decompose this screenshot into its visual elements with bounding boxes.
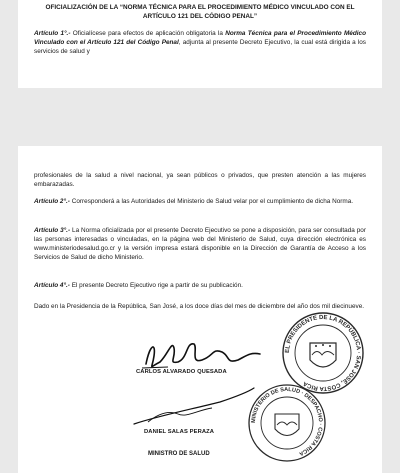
signature-minister bbox=[128, 384, 258, 430]
article-3-label: Artículo 3°.- bbox=[34, 227, 71, 234]
article-1-label: Artículo 1°.- bbox=[34, 30, 71, 37]
seal-2-text: MINISTERIO DE SALUD · DESPACHO · COSTA RICA bbox=[250, 386, 324, 457]
article-1-text-a: Oficialícese para efectos de aplicación obligatoria la bbox=[70, 30, 226, 37]
document-page-1 bbox=[18, 0, 382, 88]
article-4-text: El presente Decreto Ejecutivo rige a partir de su publicación. bbox=[69, 282, 243, 289]
article-1-norma: Norma Técnica para el Procedimiento Médico Vinculado con el Artículo 121 del Código Penal bbox=[34, 30, 366, 46]
article-1 bbox=[34, 30, 366, 57]
signer-minister-name: DANIEL SALAS PERAZA bbox=[144, 429, 215, 435]
signer-minister-title: MINISTRO DE SALUD bbox=[148, 451, 210, 457]
svg-text:EL PRESIDENTE DE LA REPÚBLICA bbox=[285, 315, 361, 391]
signature-president bbox=[138, 334, 268, 374]
article-2-text: Corresponderá a las Autoridades del Ministerio de Salud velar por el cumplimiento de dicha Norma. bbox=[69, 198, 354, 205]
article-2 bbox=[34, 198, 366, 207]
article-4 bbox=[34, 282, 366, 291]
article-3-text: La Norma oficializada por el presente Decreto Ejecutivo se pone a disposición, para ser consultada por las personas interesadas o vinculadas, en la página web del Ministerio de Salud, cuya dirección electrónica es www.ministeriodesalud.go.cr y la versión impresa estará disponible en la Dirección de Garantía de Acceso a los Servicios de Salud de dicho Ministerio. bbox=[34, 227, 366, 261]
continuation-paragraph: profesionales de la salud a nivel nacional, ya sean públicos o privados, que presten atención a las mujeres embarazadas. bbox=[34, 172, 366, 188]
ministry-seal bbox=[246, 382, 328, 464]
decree-title: OFICIALIZACIÓN DE LA “NORMA TÉCNICA PARA EL PROCEDIMIENTO MÉDICO VINCULADO CON EL ARTÍCULO 121 DEL CÓDIGO PENAL” bbox=[45, 4, 355, 20]
article-4-label: Artículo 4°.- bbox=[34, 282, 70, 289]
document-page-2 bbox=[18, 146, 382, 473]
article-1-text-b: , adjunta al presente Decreto Ejecutivo, la cual está dirigida a los servicios de salud y bbox=[34, 38, 366, 55]
article-2-label: Artículo 2°.- bbox=[34, 198, 70, 205]
article-3 bbox=[34, 227, 366, 263]
dado-paragraph: Dado en la Presidencia de la República, San José, a los doce días del mes de diciembre del año dos mil diecinueve. bbox=[34, 303, 365, 310]
signer-president-name: CARLOS ALVARADO QUESADA bbox=[136, 369, 227, 375]
seal-1-text: EL PRESIDENTE DE LA REPÚBLICA · SAN JOSÉ, COSTA RICA bbox=[284, 314, 362, 392]
